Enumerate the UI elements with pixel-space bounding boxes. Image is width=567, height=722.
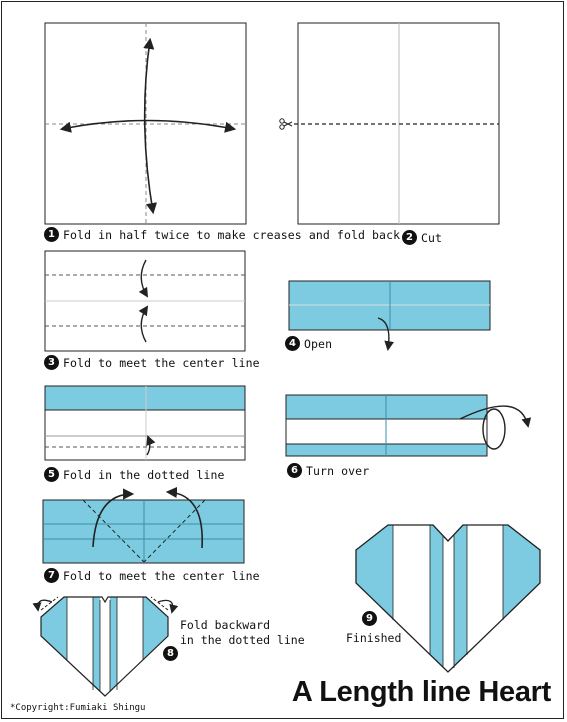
step5-text: Fold in the dotted line <box>63 467 225 482</box>
step2-caption <box>402 230 442 245</box>
step7-caption <box>44 568 260 583</box>
step5-number-badge: 5 <box>44 467 59 482</box>
step1-caption <box>44 227 400 242</box>
step7-number-badge: 7 <box>44 568 59 583</box>
step1-text: Fold in half twice to make creases and fold back <box>63 227 401 242</box>
copyright-notice: *Copyright:Fumiaki Shingu <box>10 703 146 713</box>
step2-text: Cut <box>421 230 443 245</box>
step2-diagram <box>280 23 499 224</box>
step8-caption <box>163 646 182 661</box>
step3-text: Fold to meet the center line <box>63 355 260 370</box>
step6-text: Turn over <box>306 463 370 478</box>
step3-diagram <box>45 251 245 351</box>
step2-number-badge: 2 <box>402 230 417 245</box>
step5-blue-band <box>45 386 245 410</box>
step4-text: Open <box>304 336 333 351</box>
step8-number-badge: 8 <box>163 646 178 661</box>
step4-caption <box>285 336 332 351</box>
step8-diagram <box>35 590 175 700</box>
step8-text-line1: Fold backward <box>180 618 271 632</box>
step5-caption <box>44 467 225 482</box>
step6-number-badge: 6 <box>287 463 302 478</box>
step9-diagram <box>350 520 550 680</box>
step9-text: Finished <box>346 631 402 645</box>
step1-diagram <box>45 23 246 224</box>
step3-caption <box>44 355 260 370</box>
step9-badge-wrap <box>362 611 381 626</box>
step1-number-badge: 1 <box>44 227 59 242</box>
step7-diagram <box>43 492 244 563</box>
step6-caption <box>287 463 369 478</box>
step5-diagram <box>45 386 245 460</box>
step9-number-badge: 9 <box>362 611 377 626</box>
scissors-icon <box>280 119 292 129</box>
step6-diagram <box>286 395 528 456</box>
step4-number-badge: 4 <box>285 336 300 351</box>
step7-text: Fold to meet the center line <box>63 568 260 583</box>
page-title: A Length line Heart <box>291 676 551 708</box>
step8-text-line2: in the dotted line <box>180 633 305 647</box>
step3-number-badge: 3 <box>44 355 59 370</box>
